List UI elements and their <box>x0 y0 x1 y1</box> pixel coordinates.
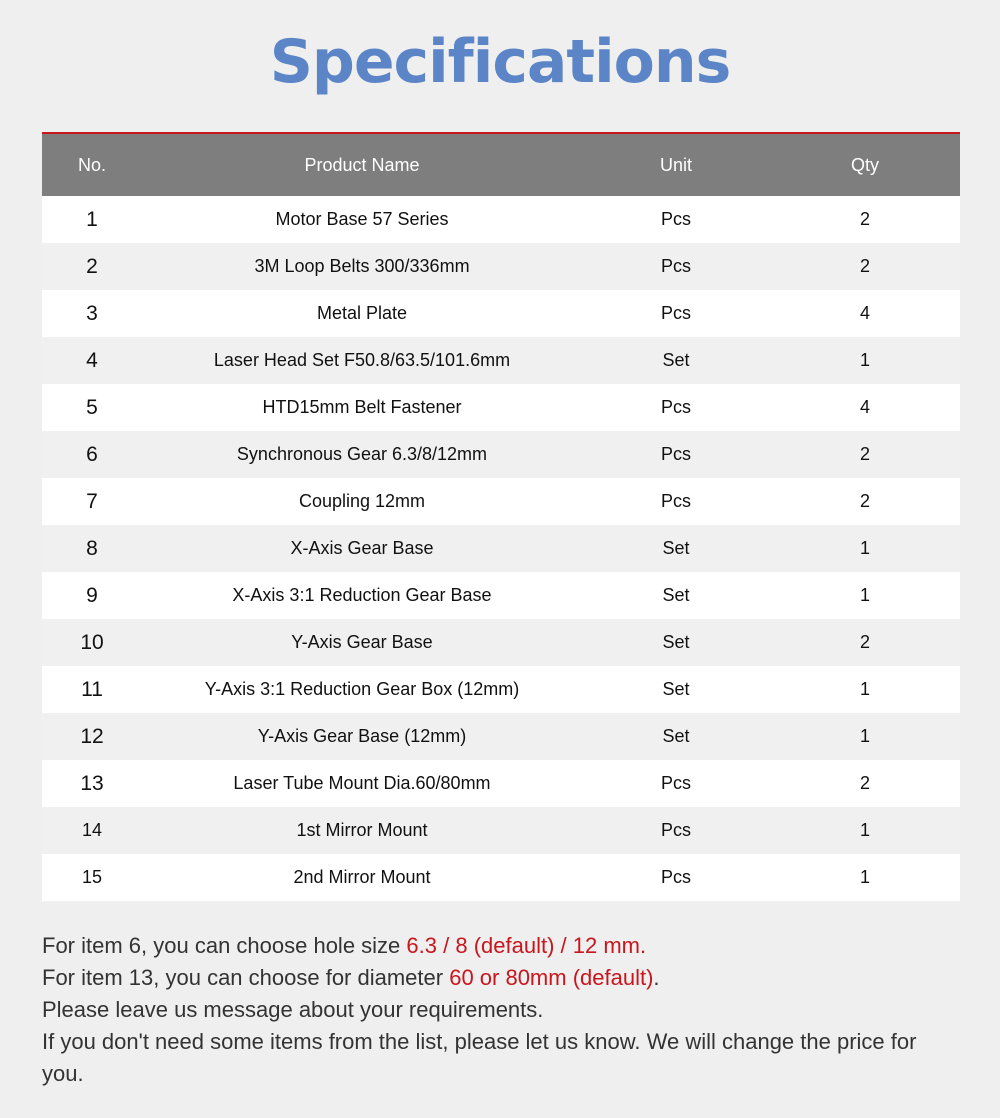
cell-qty: 4 <box>859 303 870 323</box>
cell-unit: Pcs <box>660 820 691 840</box>
header-product-name: Product Name <box>304 154 420 175</box>
cell-no: 5 <box>86 395 98 419</box>
cell-unit: Set <box>662 538 690 558</box>
table-row <box>42 619 960 666</box>
cell-no: 4 <box>86 348 98 372</box>
table-row <box>42 713 960 760</box>
cell-product-name: X-Axis 3:1 Reduction Gear Base <box>232 585 492 605</box>
cell-product-name: HTD15mm Belt Fastener <box>262 397 462 417</box>
table-row <box>42 478 960 525</box>
cell-no: 14 <box>81 820 103 840</box>
cell-product-name: X-Axis Gear Base <box>290 538 434 558</box>
cell-qty: 1 <box>859 350 870 370</box>
table-row <box>42 807 960 854</box>
cell-no: 12 <box>80 724 104 748</box>
cell-unit: Set <box>662 350 690 370</box>
cell-unit: Pcs <box>660 444 691 464</box>
note-item-6 <box>42 930 922 962</box>
note-text: For item 6, you can choose hole size <box>42 933 407 958</box>
cell-product-name: 3M Loop Belts 300/336mm <box>254 256 470 276</box>
cell-qty: 1 <box>859 726 870 746</box>
spec-table <box>42 132 960 901</box>
cell-product-name: Y-Axis 3:1 Reduction Gear Box (12mm) <box>204 679 520 699</box>
cell-no: 11 <box>81 677 103 701</box>
note-text: For item 13, you can choose for diameter <box>42 965 450 990</box>
note-text: . <box>639 933 647 958</box>
cell-qty: 1 <box>859 820 870 840</box>
cell-no: 6 <box>86 442 98 466</box>
cell-unit: Set <box>662 726 690 746</box>
cell-unit: Pcs <box>660 209 691 229</box>
cell-no: 3 <box>86 301 98 325</box>
notes <box>42 930 922 1090</box>
table-row <box>42 384 960 431</box>
cell-product-name: Motor Base 57 Series <box>275 209 449 229</box>
note-highlight: 60 or 80mm (default) <box>449 965 654 990</box>
note-change-price: If you don't need some items from the list, please let us know. We will change the price for you. <box>42 1029 917 1086</box>
cell-product-name: Laser Tube Mount Dia.60/80mm <box>233 773 491 793</box>
cell-product-name: 1st Mirror Mount <box>296 820 428 840</box>
cell-qty: 2 <box>859 209 870 229</box>
cell-no: 7 <box>86 489 98 513</box>
cell-no: 1 <box>86 207 98 231</box>
cell-unit: Pcs <box>660 867 691 887</box>
header-unit: Unit <box>659 154 692 175</box>
cell-product-name: Metal Plate <box>316 303 408 323</box>
cell-qty: 2 <box>859 444 870 464</box>
table-row <box>42 431 960 478</box>
cell-unit: Pcs <box>660 303 691 323</box>
note-item-13 <box>42 962 922 994</box>
cell-product-name: 2nd Mirror Mount <box>293 867 431 887</box>
cell-product-name: Y-Axis Gear Base <box>291 632 433 652</box>
cell-qty: 2 <box>859 632 870 652</box>
cell-no: 8 <box>86 536 98 560</box>
cell-unit: Pcs <box>660 397 691 417</box>
cell-unit: Set <box>662 679 690 699</box>
cell-no: 13 <box>80 771 104 795</box>
note-message: Please leave us message about your requirements. <box>42 997 544 1022</box>
cell-product-name: Synchronous Gear 6.3/8/12mm <box>236 444 488 464</box>
cell-product-name: Laser Head Set F50.8/63.5/101.6mm <box>213 350 511 370</box>
cell-qty: 1 <box>859 679 870 699</box>
cell-qty: 4 <box>859 397 870 417</box>
table-body <box>42 196 960 901</box>
note-text: . <box>653 965 660 990</box>
table-row <box>42 854 960 901</box>
page-title: Specifications <box>269 27 731 97</box>
cell-product-name: Coupling 12mm <box>298 491 426 511</box>
cell-unit: Pcs <box>660 773 691 793</box>
cell-qty: 2 <box>859 491 870 511</box>
table-row <box>42 196 960 243</box>
cell-unit: Set <box>662 632 690 652</box>
cell-unit: Pcs <box>660 256 691 276</box>
note-highlight: 6.3 / 8 (default) / 12 mm <box>406 933 640 958</box>
table-row <box>42 290 960 337</box>
cell-unit: Pcs <box>660 491 691 511</box>
cell-qty: 2 <box>859 256 870 276</box>
cell-unit: Set <box>662 585 690 605</box>
cell-no: 10 <box>80 630 104 654</box>
cell-no: 2 <box>86 254 98 278</box>
header-no: No. <box>77 154 106 175</box>
header-qty: Qty <box>850 154 879 175</box>
cell-no: 9 <box>86 583 98 607</box>
cell-no: 15 <box>81 867 103 887</box>
table-row <box>42 337 960 384</box>
cell-product-name: Y-Axis Gear Base (12mm) <box>257 726 467 746</box>
table-row <box>42 572 960 619</box>
table-row <box>42 243 960 290</box>
cell-qty: 1 <box>859 867 870 887</box>
table-header <box>42 132 960 196</box>
cell-qty: 1 <box>859 538 870 558</box>
table-row <box>42 760 960 807</box>
cell-qty: 1 <box>859 585 870 605</box>
cell-qty: 2 <box>859 773 870 793</box>
table-row <box>42 666 960 713</box>
table-row <box>42 525 960 572</box>
